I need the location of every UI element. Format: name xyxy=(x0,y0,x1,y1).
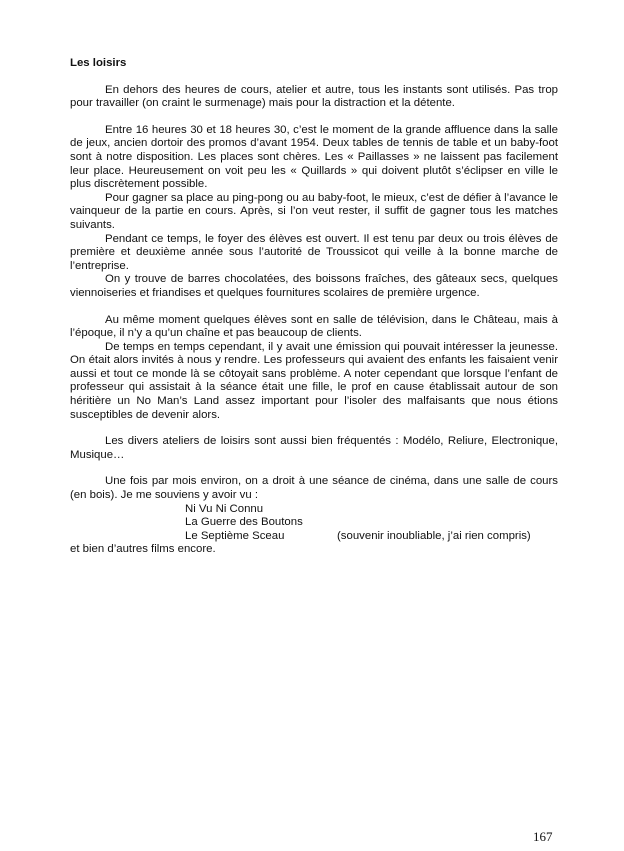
film-item xyxy=(70,516,558,530)
paragraph-workshops: Les divers ateliers de loisirs sont aussi bien fréquentés : Modélo, Reliure, Electronique, Musique… xyxy=(70,435,558,461)
closing-line: et bien d’autres films encore. xyxy=(70,543,216,556)
paragraph-ping-pong: Pour gagner sa place au ping-pong ou au baby-foot, le mieux, c’est de défier à l’avance le vainqueur de la partie en cours. Après, si l’on veut rester, il suffit de gagner tous les matches suivants. xyxy=(70,191,558,231)
film-list xyxy=(70,503,558,544)
paragraph-foyer-goods: On y trouve de barres chocolatées, des boissons fraîches, des gâteaux secs, quelques viennoiseries et friandises et quelques fournitures scolaires de première urgence. xyxy=(70,273,558,299)
film-title: La Guerre des Boutons xyxy=(185,516,303,529)
film-title: Le Septième Sceau xyxy=(185,529,285,542)
page-number: 167 xyxy=(533,829,553,844)
paragraph-foyer: Pendant ce temps, le foyer des élèves est ouvert. Il est tenu par deux ou trois élèves de première et deuxième année sous l’autorité de Troussicot qui veille à la bonne marche de l’entreprise. xyxy=(70,232,558,272)
film-item xyxy=(70,503,558,517)
paragraph-television: Au même moment quelques élèves sont en salle de télévision, dans le Château, mais à l’époque, il n’y a qu’un chaîne et pas beaucoup de clients. xyxy=(70,313,558,340)
film-item xyxy=(70,530,558,544)
paragraph-games-room: Entre 16 heures 30 et 18 heures 30, c’est le moment de la grande affluence dans la salle de jeux, ancien dortoir des promos d’avant 1954. Deux tables de tennis de table et un baby-foot sont à notre disposition. Les places sont chères. Les « Paillasses » ne laissent pas facilement leur place. Heureusement on voit peu les « Quillards » qui doivent plutôt s’éclipser en ville le plus discrètement possible. xyxy=(70,123,558,191)
paragraph-intro: En dehors des heures de cours, atelier et autre, tous les instants sont utilisés. Pas trop pour travailler (on craint le surmenage) mais pour la distraction et la détente. xyxy=(70,83,558,110)
paragraph-cinema: Une fois par mois environ, on a droit à une séance de cinéma, dans une salle de cours (en bois). Je me souviens y avoir vu : xyxy=(70,475,558,502)
page-content xyxy=(70,57,558,557)
film-title: Ni Vu Ni Connu xyxy=(185,502,264,515)
section-heading: Les loisirs xyxy=(70,57,127,69)
paragraph-broadcast: De temps en temps cependant, il y avait une émission qui pouvait intéresser la jeunesse. On était alors invités à nous y rendre. Les professeurs qui avaient des enfants les faisaient venir aussi et tout ce monde là se côtoyait sans problème. A noter cependant que lorsque l’enfant de professeur qui assistait à la séance était une fille, le prof en cause établissait autour de son héritière un No Man’s Land assez important pour l’isoler des malfaisants que nous étions susceptibles de devenir alors. xyxy=(70,340,558,421)
film-note: (souvenir inoubliable, j’ai rien compris) xyxy=(337,529,531,542)
